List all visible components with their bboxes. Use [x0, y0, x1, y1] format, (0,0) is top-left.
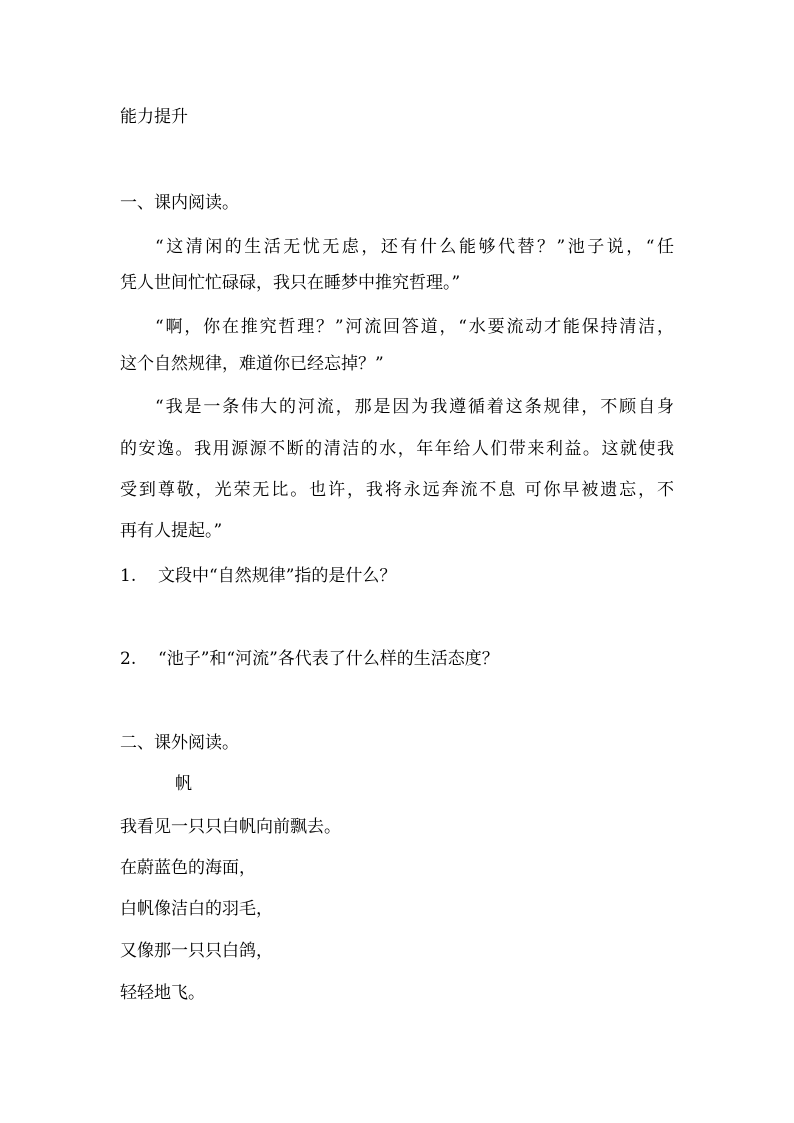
question-2-number: 2. [120, 649, 137, 669]
page-heading: 能力提升 [120, 107, 188, 127]
question-2 [120, 649, 499, 669]
paragraph-1-line-2: 凭人世间忙忙碌碌，我只在睡梦中推究哲理。” [120, 273, 461, 293]
section-2-title: 二、课外阅读。 [120, 733, 239, 753]
question-1-number: 1. [120, 566, 137, 586]
paragraph-3-line-2: 的安逸。我用源源不断的清洁的水，年年给人们带来利益。这就使我 [120, 439, 674, 459]
poem-line-1: 我看见一只只白帆向前飘去。 [120, 817, 341, 837]
question-1-text: 文段中“自然规律”指的是什么？ [158, 566, 397, 586]
poem-line-3: 白帆像洁白的羽毛， [120, 899, 273, 919]
poem-line-5: 轻轻地飞。 [120, 983, 205, 1003]
poem-title: 帆 [175, 774, 192, 794]
paragraph-2-line-1: “啊，你在推究哲理？”河流回答道，“水要流动才能保持清洁， [155, 317, 674, 337]
paragraph-3-line-3: 受到尊敬，光荣无比。也许，我将永远奔流不息 可你早被遗忘，不 [120, 480, 674, 500]
question-2-text: “池子”和“河流”各代表了什么样的生活态度？ [158, 649, 499, 669]
poem-line-4: 又像那一只只白鸽， [120, 941, 273, 961]
paragraph-3-line-1: “我是一条伟大的河流，那是因为我遵循着这条规律，不顾自身 [155, 397, 674, 417]
section-1-title: 一、课内阅读。 [120, 193, 239, 213]
paragraph-1-line-1: “这清闲的生活无忧无虑，还有什么能够代替？”池子说，“任 [155, 237, 674, 257]
poem-line-2: 在蔚蓝色的海面， [120, 858, 256, 878]
paragraph-3-line-4: 再有人提起。” [120, 521, 223, 541]
paragraph-2-line-2: 这个自然规律，难道你已经忘掉？” [120, 354, 384, 374]
question-1 [120, 566, 396, 586]
